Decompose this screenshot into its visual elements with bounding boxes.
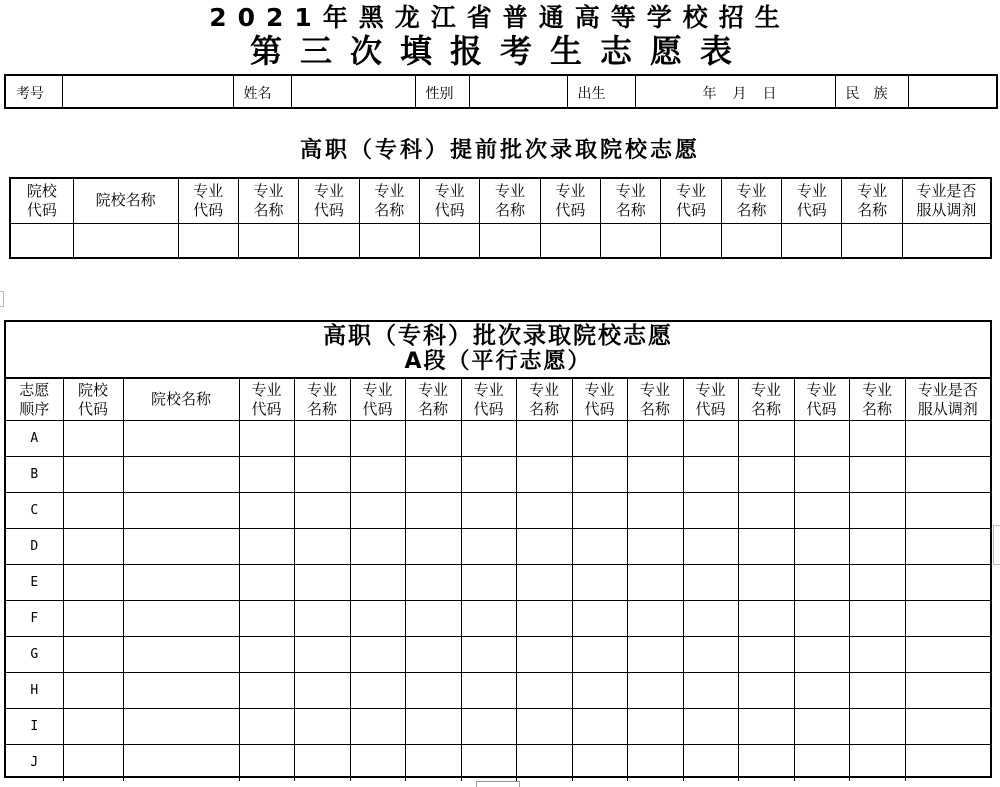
main-input-cell[interactable] <box>905 565 990 601</box>
main-input-cell[interactable] <box>683 529 738 565</box>
main-input-cell[interactable] <box>849 565 905 601</box>
main-header-cell <box>794 379 849 421</box>
main-input-cell[interactable] <box>405 601 461 637</box>
main-input-cell[interactable] <box>239 493 294 529</box>
choice-order-label: E <box>6 565 63 601</box>
main-header-cell <box>294 379 350 421</box>
header-text-part: 名称 <box>861 399 892 418</box>
main-input-cell[interactable] <box>350 601 405 637</box>
header-text-part: 院校 <box>77 380 108 399</box>
main-input-cell[interactable] <box>516 529 572 565</box>
ethnicity-field[interactable] <box>908 75 997 108</box>
main-input-cell[interactable] <box>572 601 627 637</box>
early-input-cell[interactable] <box>359 223 419 258</box>
header-text-part: 名称 <box>253 200 284 219</box>
main-input-cell[interactable] <box>239 601 294 637</box>
main-input-cell[interactable] <box>461 673 516 709</box>
header-text-part: 专业 <box>861 380 892 399</box>
header-text-part: 代码 <box>26 200 57 219</box>
main-input-cell[interactable] <box>683 637 738 673</box>
form-title-line1: 2021年黑龙江省普通高等学校招生 <box>209 3 791 32</box>
early-header-cell <box>480 178 540 223</box>
main-input-cell[interactable] <box>849 493 905 529</box>
main-input-cell[interactable] <box>239 565 294 601</box>
table-row <box>6 457 990 493</box>
main-input-cell[interactable] <box>738 673 794 709</box>
early-header-cell <box>10 178 73 223</box>
main-input-cell[interactable] <box>63 565 123 601</box>
main-batch-section <box>4 320 992 778</box>
header-text-part: 代码 <box>796 200 827 219</box>
main-input-cell[interactable] <box>239 637 294 673</box>
choice-order-label: C <box>6 493 63 529</box>
main-input-cell[interactable] <box>683 493 738 529</box>
choice-order-label: D <box>6 529 63 565</box>
table-row <box>6 673 990 709</box>
early-batch-table <box>9 177 992 259</box>
main-input-cell[interactable] <box>516 457 572 493</box>
main-input-cell[interactable] <box>905 493 990 529</box>
header-text-part: 代码 <box>555 200 586 219</box>
main-header-cell <box>627 379 683 421</box>
choice-order-label: I <box>6 709 63 745</box>
header-text-part: 代码 <box>695 399 726 418</box>
main-input-cell[interactable] <box>627 637 683 673</box>
early-input-cell[interactable] <box>601 223 661 258</box>
main-input-cell[interactable] <box>683 457 738 493</box>
gender-label: 性别 <box>415 75 469 108</box>
main-input-cell[interactable] <box>794 709 849 745</box>
table-row <box>6 421 990 457</box>
main-input-cell[interactable] <box>405 637 461 673</box>
main-input-cell[interactable] <box>738 637 794 673</box>
main-header-cell <box>683 379 738 421</box>
main-input-cell[interactable] <box>905 601 990 637</box>
main-input-cell[interactable] <box>572 745 627 781</box>
main-input-cell[interactable] <box>123 673 239 709</box>
main-input-cell[interactable] <box>905 637 990 673</box>
main-input-cell[interactable] <box>627 745 683 781</box>
main-header-cell <box>461 379 516 421</box>
main-input-cell[interactable] <box>405 745 461 781</box>
table-row <box>6 745 990 781</box>
main-input-cell[interactable] <box>516 421 572 457</box>
header-text-part: 专业 <box>555 181 586 200</box>
main-header-cell <box>239 379 294 421</box>
header-text-part: 代码 <box>473 399 504 418</box>
main-input-cell[interactable] <box>572 637 627 673</box>
main-batch-table <box>6 378 990 781</box>
main-input-cell[interactable] <box>63 457 123 493</box>
early-input-cell[interactable] <box>902 223 991 258</box>
header-text-part: 代码 <box>313 200 344 219</box>
early-input-cell[interactable] <box>299 223 359 258</box>
exam-no-field[interactable] <box>62 75 233 108</box>
choice-order-label: A <box>6 421 63 457</box>
main-input-cell[interactable] <box>461 457 516 493</box>
main-header-cell <box>572 379 627 421</box>
main-input-cell[interactable] <box>849 457 905 493</box>
main-input-cell[interactable] <box>627 709 683 745</box>
main-input-cell[interactable] <box>63 421 123 457</box>
main-input-cell[interactable] <box>516 745 572 781</box>
main-input-cell[interactable] <box>294 673 350 709</box>
main-header-cell <box>63 379 123 421</box>
main-input-cell[interactable] <box>627 421 683 457</box>
main-input-cell[interactable] <box>849 673 905 709</box>
header-text-part: 专业 <box>676 181 707 200</box>
main-input-cell[interactable] <box>63 673 123 709</box>
main-input-cell[interactable] <box>461 601 516 637</box>
main-input-cell[interactable] <box>239 421 294 457</box>
main-header-cell <box>405 379 461 421</box>
main-input-cell[interactable] <box>794 493 849 529</box>
choice-order-label: F <box>6 601 63 637</box>
main-input-cell[interactable] <box>683 673 738 709</box>
main-input-cell[interactable] <box>461 709 516 745</box>
header-text-part: 名称 <box>736 200 767 219</box>
main-input-cell[interactable] <box>405 709 461 745</box>
main-input-cell[interactable] <box>63 493 123 529</box>
birth-date-field[interactable]: 年 月 日 <box>635 75 835 108</box>
main-input-cell[interactable] <box>849 637 905 673</box>
ethnicity-label: 民 族 <box>835 75 908 108</box>
main-input-cell[interactable] <box>516 637 572 673</box>
header-text-part: 专业 <box>434 181 465 200</box>
main-input-cell[interactable] <box>461 565 516 601</box>
main-input-cell[interactable] <box>849 529 905 565</box>
scroll-edge-marker <box>993 525 1000 565</box>
header-text-part: 专业 <box>857 181 888 200</box>
main-batch-subtitle: A段（平行志愿） <box>404 349 592 374</box>
main-input-cell[interactable] <box>794 457 849 493</box>
page-bottom-marker <box>476 781 520 787</box>
main-input-cell[interactable] <box>794 637 849 673</box>
early-header-cell <box>661 178 721 223</box>
header-text-part: 专业 <box>615 181 646 200</box>
early-input-cell[interactable] <box>419 223 479 258</box>
main-input-cell[interactable] <box>905 709 990 745</box>
main-input-cell[interactable] <box>516 493 572 529</box>
name-label: 姓名 <box>233 75 291 108</box>
main-input-cell[interactable] <box>794 601 849 637</box>
main-input-cell[interactable] <box>683 745 738 781</box>
early-header-cell <box>178 178 238 223</box>
main-input-cell[interactable] <box>405 529 461 565</box>
header-text-part: 专业 <box>494 181 525 200</box>
main-input-cell[interactable] <box>350 493 405 529</box>
main-input-cell[interactable] <box>350 457 405 493</box>
main-input-cell[interactable] <box>63 745 123 781</box>
main-header-cell <box>849 379 905 421</box>
main-input-cell[interactable] <box>63 601 123 637</box>
header-text-part: 名称 <box>417 399 448 418</box>
main-batch-title: 高职（专科）批次录取院校志愿 <box>323 323 673 349</box>
header-text-part: 名称 <box>374 200 405 219</box>
main-input-cell[interactable] <box>738 421 794 457</box>
main-input-cell[interactable] <box>123 529 239 565</box>
main-input-cell[interactable] <box>572 493 627 529</box>
header-text-part: 服从调剂 <box>916 200 977 219</box>
main-header-cell <box>516 379 572 421</box>
header-text-part: 专业 <box>417 380 448 399</box>
main-input-cell[interactable] <box>294 745 350 781</box>
main-input-cell[interactable] <box>123 421 239 457</box>
main-input-cell[interactable] <box>63 529 123 565</box>
main-input-cell[interactable] <box>627 457 683 493</box>
header-text-part: 名称 <box>306 399 337 418</box>
header-text-part: 服从调剂 <box>917 399 978 418</box>
header-text-part: 专业 <box>374 181 405 200</box>
header-text-part: 专业 <box>796 181 827 200</box>
early-input-cell[interactable] <box>238 223 298 258</box>
header-text-part: 名称 <box>615 200 646 219</box>
main-input-cell[interactable] <box>849 709 905 745</box>
early-input-cell[interactable] <box>782 223 842 258</box>
header-text-part: 专业 <box>251 380 282 399</box>
gender-field[interactable] <box>469 75 567 108</box>
main-header-cell <box>738 379 794 421</box>
main-input-cell[interactable] <box>461 745 516 781</box>
header-text-part: 志愿 <box>19 380 50 399</box>
main-input-cell[interactable] <box>123 493 239 529</box>
main-input-cell[interactable] <box>294 529 350 565</box>
early-header-cell <box>902 178 991 223</box>
header-text-part: 代码 <box>362 399 393 418</box>
main-input-cell[interactable] <box>63 637 123 673</box>
main-input-cell[interactable] <box>738 601 794 637</box>
main-input-cell[interactable] <box>405 457 461 493</box>
header-text-part: 专业 <box>695 380 726 399</box>
header-text-part: 名称 <box>528 399 559 418</box>
main-input-cell[interactable] <box>738 709 794 745</box>
main-input-cell[interactable] <box>461 637 516 673</box>
early-input-cell[interactable] <box>540 223 600 258</box>
main-input-cell[interactable] <box>905 745 990 781</box>
early-header-cell <box>721 178 781 223</box>
main-input-cell[interactable] <box>627 673 683 709</box>
early-input-cell[interactable] <box>721 223 781 258</box>
header-text-part: 院校 <box>26 181 57 200</box>
table-row <box>6 529 990 565</box>
early-input-cell[interactable] <box>842 223 902 258</box>
early-input-cell[interactable] <box>480 223 540 258</box>
header-text-part: 专业 <box>193 181 224 200</box>
main-input-cell[interactable] <box>572 457 627 493</box>
main-header-cell <box>350 379 405 421</box>
header-text-part: 专业 <box>473 380 504 399</box>
main-input-cell[interactable] <box>239 709 294 745</box>
choice-order-label: B <box>6 457 63 493</box>
main-input-cell[interactable] <box>294 457 350 493</box>
header-text-part: 专业 <box>528 380 559 399</box>
early-header-cell <box>359 178 419 223</box>
exam-no-label: 考号 <box>5 75 62 108</box>
main-input-cell[interactable] <box>405 565 461 601</box>
early-batch-title: 高职（专科）提前批次录取院校志愿 <box>299 138 700 163</box>
main-input-cell[interactable] <box>572 529 627 565</box>
main-input-cell[interactable] <box>294 709 350 745</box>
main-input-cell[interactable] <box>123 637 239 673</box>
header-text-part: 顺序 <box>19 399 50 418</box>
main-input-cell[interactable] <box>572 673 627 709</box>
main-input-cell[interactable] <box>239 457 294 493</box>
early-header-cell <box>540 178 600 223</box>
main-input-cell[interactable] <box>405 673 461 709</box>
early-input-cell[interactable] <box>10 223 73 258</box>
early-input-cell[interactable] <box>661 223 721 258</box>
main-input-cell[interactable] <box>294 565 350 601</box>
main-input-cell[interactable] <box>516 709 572 745</box>
table-row <box>6 565 990 601</box>
main-input-cell[interactable] <box>905 529 990 565</box>
header-text-part: 专业 <box>584 380 615 399</box>
birth-label: 出生 <box>567 75 635 108</box>
main-input-cell[interactable] <box>738 565 794 601</box>
main-input-cell[interactable] <box>461 421 516 457</box>
header-text-part: 名称 <box>857 200 888 219</box>
main-input-cell[interactable] <box>627 529 683 565</box>
main-header-cell: 院校名称 <box>123 379 239 421</box>
main-input-cell[interactable] <box>123 601 239 637</box>
header-text-part: 专业是否 <box>917 380 978 399</box>
header-text-part: 专业 <box>639 380 670 399</box>
header-text-part: 专业 <box>362 380 393 399</box>
table-row <box>6 601 990 637</box>
main-input-cell[interactable] <box>738 745 794 781</box>
main-input-cell[interactable] <box>572 421 627 457</box>
main-input-cell[interactable] <box>294 421 350 457</box>
main-input-cell[interactable] <box>461 493 516 529</box>
main-input-cell[interactable] <box>294 637 350 673</box>
main-input-cell[interactable] <box>738 457 794 493</box>
table-row <box>6 493 990 529</box>
header-text-part: 代码 <box>251 399 282 418</box>
main-input-cell[interactable] <box>239 529 294 565</box>
header-text-part: 专业 <box>306 380 337 399</box>
choice-order-label: G <box>6 637 63 673</box>
main-input-cell[interactable] <box>627 565 683 601</box>
page-edge-marker <box>0 291 4 307</box>
main-input-cell[interactable] <box>794 565 849 601</box>
main-input-cell[interactable] <box>405 421 461 457</box>
header-text-part: 代码 <box>77 399 108 418</box>
main-input-cell[interactable] <box>461 529 516 565</box>
header-text-part: 专业是否 <box>916 181 977 200</box>
main-input-cell[interactable] <box>627 493 683 529</box>
main-header-cell <box>905 379 990 421</box>
early-header-cell <box>601 178 661 223</box>
main-input-cell[interactable] <box>683 709 738 745</box>
main-input-cell[interactable] <box>849 745 905 781</box>
main-input-cell[interactable] <box>738 493 794 529</box>
main-input-cell[interactable] <box>516 565 572 601</box>
early-header-cell <box>419 178 479 223</box>
header-text-part: 专业 <box>313 181 344 200</box>
main-input-cell[interactable] <box>294 493 350 529</box>
choice-order-label: H <box>6 673 63 709</box>
early-input-cell[interactable] <box>178 223 238 258</box>
main-input-cell[interactable] <box>849 421 905 457</box>
early-header-cell <box>782 178 842 223</box>
main-input-cell[interactable] <box>350 673 405 709</box>
table-row <box>6 637 990 673</box>
early-header-cell <box>842 178 902 223</box>
header-text-part: 名称 <box>639 399 670 418</box>
main-input-cell[interactable] <box>294 601 350 637</box>
main-input-cell[interactable] <box>572 565 627 601</box>
main-input-cell[interactable] <box>350 421 405 457</box>
main-input-cell[interactable] <box>794 745 849 781</box>
main-input-cell[interactable] <box>794 529 849 565</box>
header-text-part: 专业 <box>806 380 837 399</box>
main-input-cell[interactable] <box>123 457 239 493</box>
main-input-cell[interactable] <box>572 709 627 745</box>
table-row <box>6 709 990 745</box>
main-input-cell[interactable] <box>627 601 683 637</box>
main-input-cell[interactable] <box>905 673 990 709</box>
main-input-cell[interactable] <box>738 529 794 565</box>
main-input-cell[interactable] <box>350 709 405 745</box>
main-input-cell[interactable] <box>849 601 905 637</box>
main-input-cell[interactable] <box>123 709 239 745</box>
main-input-cell[interactable] <box>350 637 405 673</box>
main-input-cell[interactable] <box>350 745 405 781</box>
main-input-cell[interactable] <box>794 673 849 709</box>
header-text-part: 代码 <box>434 200 465 219</box>
main-input-cell[interactable] <box>350 529 405 565</box>
header-text-part: 代码 <box>193 200 224 219</box>
header-text-part: 名称 <box>494 200 525 219</box>
header-text-part: 代码 <box>676 200 707 219</box>
main-input-cell[interactable] <box>239 673 294 709</box>
main-input-cell[interactable] <box>516 673 572 709</box>
main-input-cell[interactable] <box>683 601 738 637</box>
header-text-part: 专业 <box>750 380 781 399</box>
main-input-cell[interactable] <box>350 565 405 601</box>
choice-order-label: J <box>6 745 63 781</box>
main-input-cell[interactable] <box>905 421 990 457</box>
main-input-cell[interactable] <box>683 421 738 457</box>
header-text-part: 专业 <box>253 181 284 200</box>
main-input-cell[interactable] <box>683 565 738 601</box>
form-title-line2: 第三次填报考生志愿表 <box>249 32 750 70</box>
main-input-cell[interactable] <box>516 601 572 637</box>
early-header-cell: 院校名称 <box>73 178 178 223</box>
early-input-cell[interactable] <box>73 223 178 258</box>
early-header-cell <box>238 178 298 223</box>
main-input-cell[interactable] <box>239 745 294 781</box>
name-field[interactable] <box>291 75 415 108</box>
main-input-cell[interactable] <box>405 493 461 529</box>
main-input-cell[interactable] <box>63 709 123 745</box>
header-text-part: 专业 <box>736 181 767 200</box>
main-input-cell[interactable] <box>794 421 849 457</box>
applicant-info-table <box>4 74 998 109</box>
header-text-part: 名称 <box>750 399 781 418</box>
main-input-cell[interactable] <box>123 565 239 601</box>
main-input-cell[interactable] <box>123 745 239 781</box>
main-header-cell <box>6 379 63 421</box>
early-header-cell <box>299 178 359 223</box>
header-text-part: 代码 <box>806 399 837 418</box>
main-input-cell[interactable] <box>905 457 990 493</box>
header-text-part: 代码 <box>584 399 615 418</box>
